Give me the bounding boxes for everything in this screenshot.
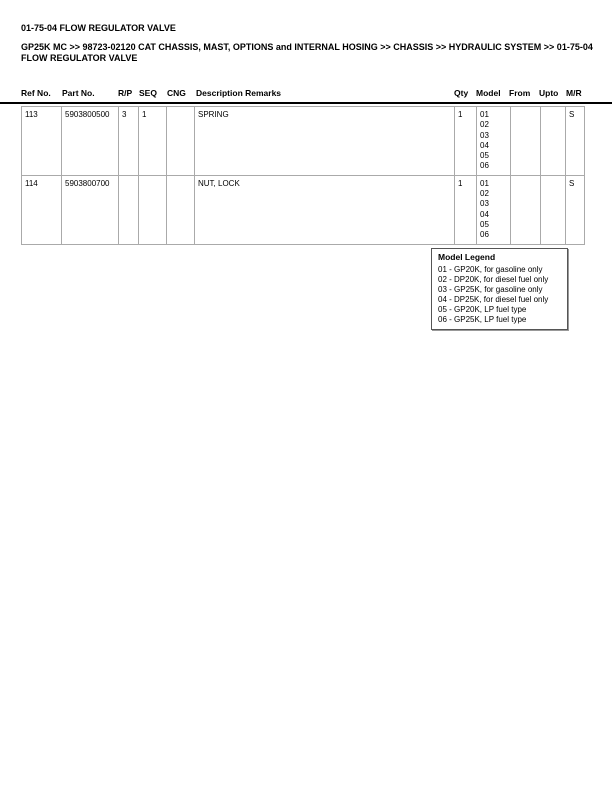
model-code: 05 (480, 219, 489, 229)
legend-item: 04 - DP25K, for diesel fuel only (438, 295, 549, 304)
model-code: 03 (480, 130, 489, 140)
legend-item: 02 - DP20K, for diesel fuel only (438, 275, 549, 284)
cell-seq (139, 175, 167, 244)
header-ref: Ref No. (21, 88, 51, 98)
header-divider (0, 102, 612, 104)
legend-item: 03 - GP25K, for gasoline only (438, 285, 543, 294)
model-code: 04 (480, 209, 489, 219)
model-legend (431, 248, 568, 330)
table-row (22, 175, 585, 244)
model-code: 05 (480, 151, 489, 161)
cell-models (477, 175, 511, 244)
breadcrumb: GP25K MC >> 98723-02120 CAT CHASSIS, MAST, OPTIONS and INTERNAL HOSING >> CHASSIS >> HYDRAULIC SYSTEM >> 01-75-04 FLOW REGULATOR VALVE (21, 42, 593, 63)
legend-item: 01 - GP20K, for gasoline only (438, 265, 543, 274)
cell-cng (167, 175, 195, 244)
header-cng: CNG (167, 88, 186, 98)
legend-title: Model Legend (438, 252, 496, 262)
cell-part: 5903800500 (62, 107, 119, 176)
cell-qty: 1 (455, 175, 477, 244)
cell-ref: 113 (22, 107, 62, 176)
table-row (22, 107, 585, 176)
header-mr: M/R (566, 88, 582, 98)
model-code: 04 (480, 140, 489, 150)
model-code: 06 (480, 161, 489, 171)
cell-mr: S (566, 175, 585, 244)
page-title: 01-75-04 FLOW REGULATOR VALVE (21, 23, 176, 33)
cell-part: 5903800700 (62, 175, 119, 244)
cell-from (511, 107, 541, 176)
legend-item: 05 - GP20K, LP fuel type (438, 305, 527, 314)
model-code: 06 (480, 230, 489, 240)
cell-cng (167, 107, 195, 176)
header-from: From (509, 88, 531, 98)
cell-desc: SPRING (195, 107, 455, 176)
header-part: Part No. (62, 88, 95, 98)
header-desc: Description Remarks (196, 88, 282, 98)
cell-desc: NUT, LOCK (195, 175, 455, 244)
model-code: 02 (480, 189, 489, 199)
cell-upto (541, 107, 566, 176)
model-code: 01 (480, 178, 489, 188)
cell-rp (119, 175, 139, 244)
cell-qty: 1 (455, 107, 477, 176)
parts-table (21, 106, 585, 245)
cell-mr: S (566, 107, 585, 176)
header-upto: Upto (539, 88, 559, 98)
model-code: 01 (480, 110, 489, 119)
header-seq: SEQ (139, 88, 157, 98)
legend-item: 06 - GP25K, LP fuel type (438, 315, 527, 324)
header-rp: R/P (118, 88, 133, 98)
model-code: 02 (480, 120, 489, 130)
cell-seq: 1 (139, 107, 167, 176)
header-model: Model (476, 88, 501, 98)
cell-from (511, 175, 541, 244)
cell-models (477, 107, 511, 176)
cell-rp: 3 (119, 107, 139, 176)
cell-ref: 114 (22, 175, 62, 244)
model-code: 03 (480, 199, 489, 209)
header-qty: Qty (454, 88, 469, 98)
cell-upto (541, 175, 566, 244)
